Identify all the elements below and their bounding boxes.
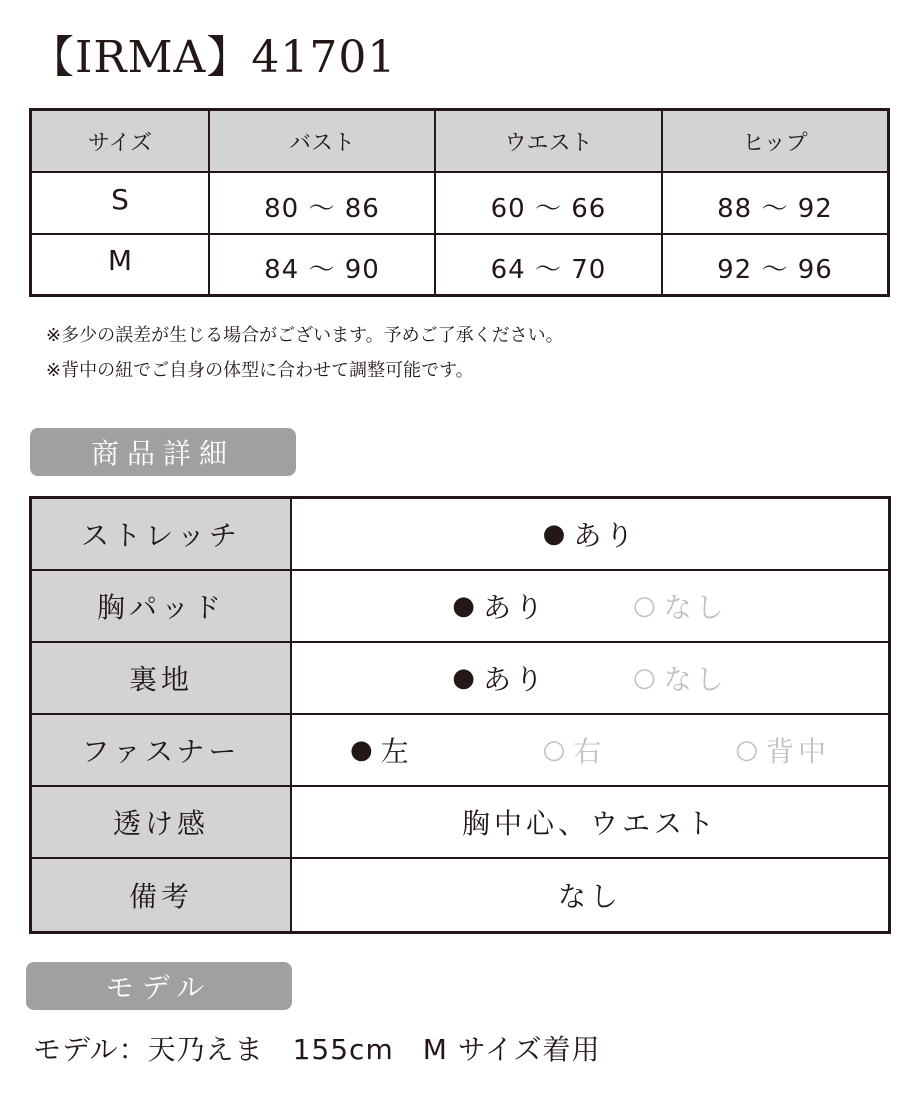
option-text: なし bbox=[663, 591, 728, 624]
option-text: 背中 bbox=[766, 735, 831, 768]
option-text: あり bbox=[482, 591, 547, 624]
size-header-bust: バスト bbox=[210, 111, 436, 173]
option-lining-no bbox=[633, 658, 728, 698]
filled-circle-icon: ● bbox=[349, 735, 377, 765]
size-notes bbox=[46, 318, 564, 388]
bust-pad-options bbox=[452, 586, 727, 626]
option-text: 左 bbox=[380, 735, 413, 768]
filled-circle-icon: ● bbox=[542, 519, 570, 549]
detail-value-lining bbox=[292, 643, 888, 715]
option-text: なし bbox=[663, 663, 728, 696]
empty-circle-icon: ○ bbox=[542, 735, 570, 765]
option-text: あり bbox=[482, 663, 547, 696]
detail-value-remarks: なし bbox=[557, 880, 622, 913]
size-m-label: M bbox=[32, 235, 210, 294]
details-table bbox=[29, 496, 891, 934]
empty-circle-icon: ○ bbox=[633, 591, 660, 621]
option-fastener-back bbox=[735, 730, 830, 770]
size-table bbox=[29, 108, 890, 297]
size-header-hip: ヒップ bbox=[663, 111, 887, 173]
detail-label-remarks: 備考 bbox=[32, 859, 292, 931]
detail-label-stretch: ストレッチ bbox=[32, 499, 292, 571]
size-header-waist: ウエスト bbox=[436, 111, 663, 173]
detail-label-sheerness: 透け感 bbox=[32, 787, 292, 859]
note-adjustable-strap: ※背中の紐でご自身の体型に合わせて調整可能です。 bbox=[46, 360, 474, 381]
option-text: 右 bbox=[573, 735, 606, 768]
size-s-label: S bbox=[32, 173, 210, 235]
model-section-heading: モデル bbox=[26, 962, 292, 1010]
size-m-waist: 64 ～ 70 bbox=[436, 235, 663, 294]
option-bust-pad-no bbox=[633, 586, 728, 626]
note-measurement-error: ※多少の誤差が生じる場合がございます。予めご了承ください。 bbox=[46, 325, 564, 346]
option-stretch-yes bbox=[543, 514, 638, 554]
size-s-hip: 88 ～ 92 bbox=[663, 173, 887, 235]
detail-label-lining: 裏地 bbox=[32, 643, 292, 715]
filled-circle-icon: ● bbox=[452, 591, 479, 621]
size-s-bust: 80 ～ 86 bbox=[210, 173, 436, 235]
details-section-heading: 商品詳細 bbox=[30, 428, 296, 476]
option-fastener-left bbox=[350, 730, 413, 770]
detail-label-bust-pad: 胸パッド bbox=[32, 571, 292, 643]
option-text: あり bbox=[573, 519, 638, 552]
model-info: モデル：天乃えま 155cm M サイズ着用 bbox=[33, 1033, 601, 1066]
page-title: 【IRMA】41701 bbox=[30, 32, 397, 83]
size-m-bust: 84 ～ 90 bbox=[210, 235, 436, 294]
detail-value-sheerness: 胸中心、ウエスト bbox=[292, 787, 888, 859]
option-fastener-right bbox=[543, 730, 606, 770]
detail-value-stretch bbox=[292, 499, 888, 571]
size-header-size: サイズ bbox=[32, 111, 210, 173]
detail-value-fastener bbox=[292, 715, 888, 787]
option-lining-yes bbox=[452, 658, 547, 698]
empty-circle-icon: ○ bbox=[633, 663, 660, 693]
lining-options bbox=[452, 658, 727, 698]
detail-label-fastener: ファスナー bbox=[32, 715, 292, 787]
size-s-waist: 60 ～ 66 bbox=[436, 173, 663, 235]
option-bust-pad-yes bbox=[452, 586, 547, 626]
filled-circle-icon: ● bbox=[452, 663, 479, 693]
empty-circle-icon: ○ bbox=[735, 735, 763, 765]
detail-value-bust-pad bbox=[292, 571, 888, 643]
fastener-options bbox=[292, 730, 888, 770]
size-m-hip: 92 ～ 96 bbox=[717, 255, 833, 285]
